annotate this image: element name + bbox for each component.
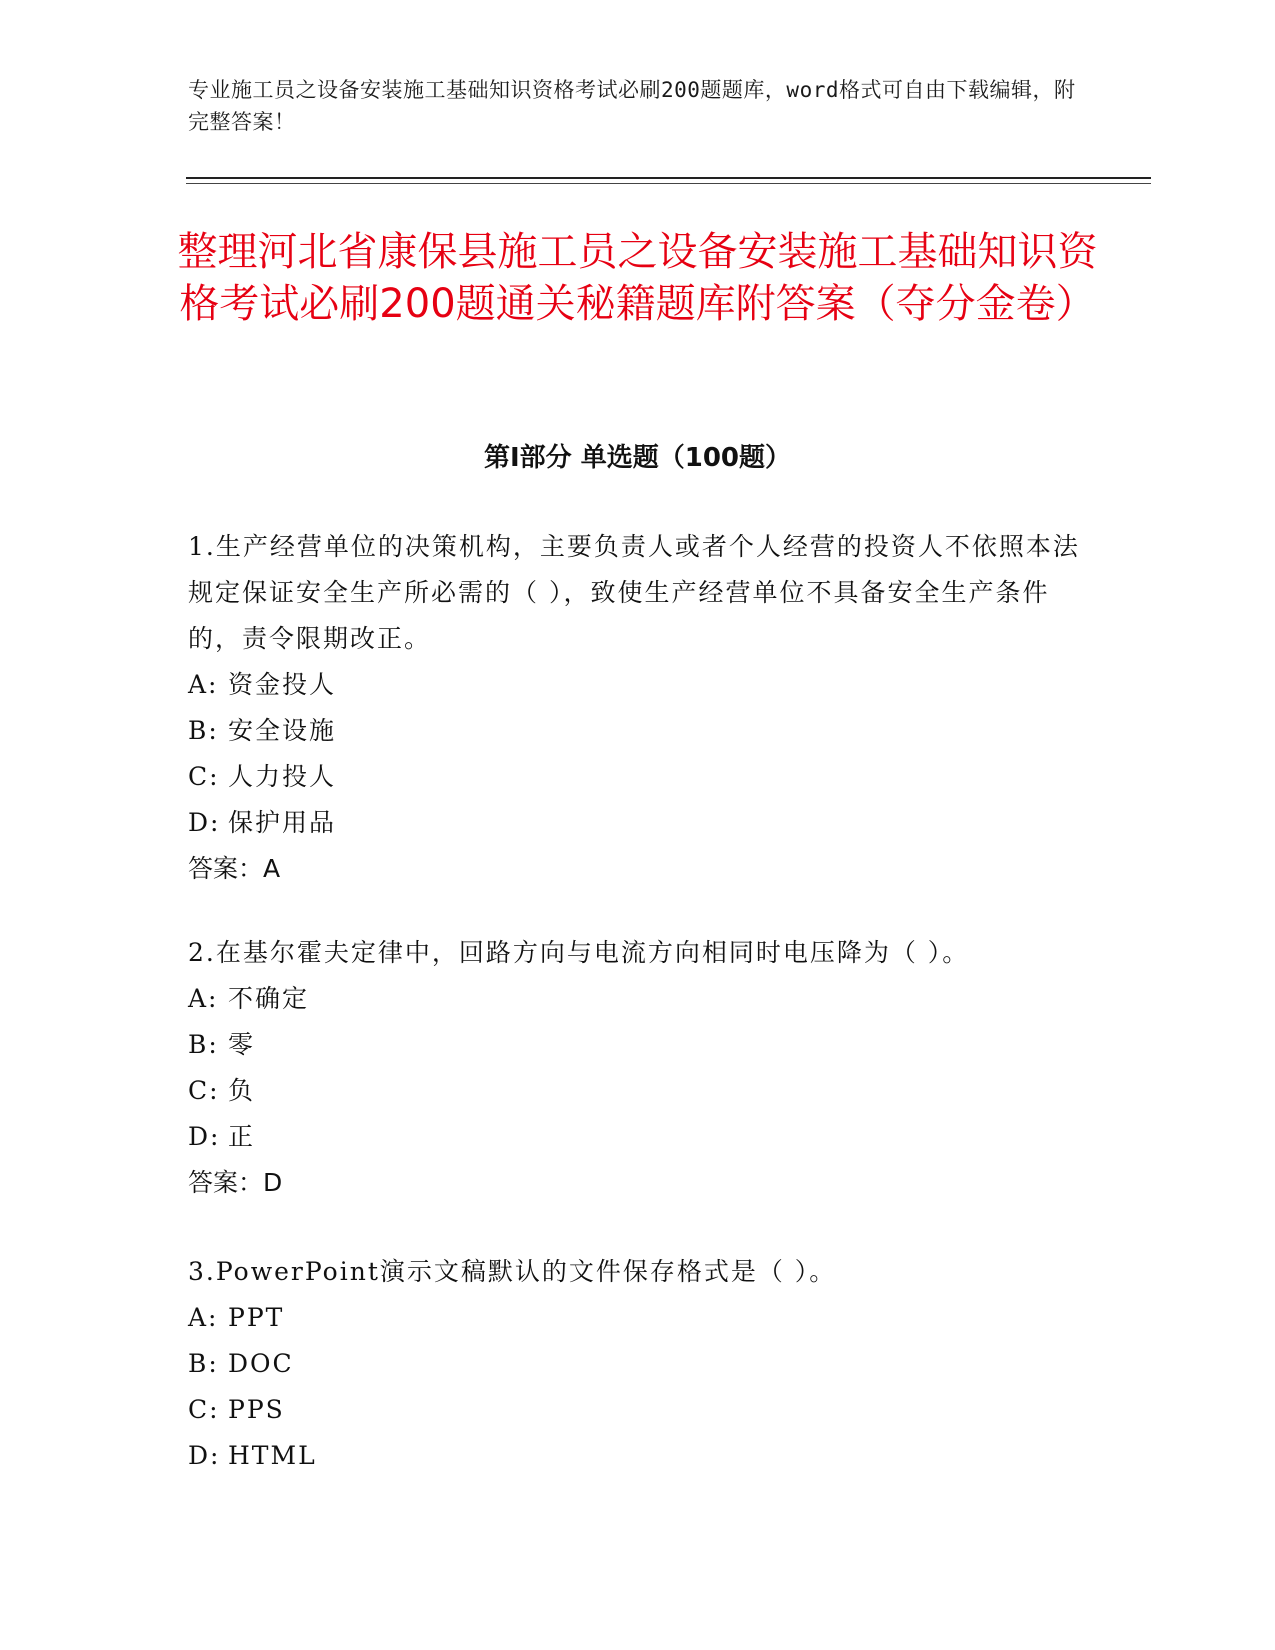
option-text: 不确定	[228, 984, 310, 1013]
option-text: 正	[228, 1122, 256, 1151]
header-note: 专业施工员之设备安装施工基础知识资格考试必刷200题题库，word格式可自由下载编辑，附完整答案！	[188, 78, 1076, 134]
option-text: DOC	[228, 1349, 294, 1378]
question-1	[188, 524, 1088, 892]
option-key: C:	[188, 1076, 220, 1105]
option-text: 负	[228, 1076, 256, 1105]
option-key: B:	[188, 1030, 219, 1059]
section-heading: 第Ⅰ部分 单选题（100题）	[484, 443, 791, 473]
header-divider-thin	[186, 183, 1151, 184]
option-key: B:	[188, 716, 219, 745]
option-b	[188, 1022, 1088, 1068]
option-key: C:	[188, 1395, 220, 1424]
option-a	[188, 1295, 1088, 1341]
option-b	[188, 708, 1088, 754]
option-d	[188, 1433, 1088, 1479]
option-d	[188, 800, 1088, 846]
option-c	[188, 754, 1088, 800]
answer-line: 答案：D	[188, 1168, 283, 1197]
option-d	[188, 1114, 1088, 1160]
option-a	[188, 662, 1088, 708]
question-3	[188, 1249, 1088, 1479]
option-key: A:	[188, 1303, 219, 1332]
option-a	[188, 976, 1088, 1022]
option-text: 安全设施	[228, 716, 337, 745]
option-text: HTML	[228, 1441, 317, 1470]
document-title: 整理河北省康保县施工员之设备安装施工基础知识资格考试必刷200题通关秘籍题库附答案（夺分金卷）	[177, 229, 1098, 327]
option-key: B:	[188, 1349, 219, 1378]
option-key: A:	[188, 670, 219, 699]
option-key: D:	[188, 1122, 221, 1151]
question-stem: 1.生产经营单位的决策机构，主要负责人或者个人经营的投资人不依照本法规定保证安全生产所必需的（ ），致使生产经营单位不具备安全生产条件的，责令限期改正。	[188, 532, 1080, 653]
option-b	[188, 1341, 1088, 1387]
option-text: PPS	[228, 1395, 285, 1424]
option-text: 人力投人	[228, 762, 337, 791]
option-text: PPT	[228, 1303, 285, 1332]
header-divider-thick	[186, 177, 1151, 179]
option-key: D:	[188, 808, 221, 837]
option-key: D:	[188, 1441, 221, 1470]
option-key: A:	[188, 984, 219, 1013]
option-text: 零	[228, 1030, 256, 1059]
option-c	[188, 1387, 1088, 1433]
question-stem: 2.在基尔霍夫定律中，回路方向与电流方向相同时电压降为（ ）。	[188, 938, 970, 967]
question-stem: 3.PowerPoint演示文稿默认的文件保存格式是（ ）。	[188, 1257, 837, 1286]
answer-line: 答案：A	[188, 854, 281, 883]
option-c	[188, 1068, 1088, 1114]
option-text: 保护用品	[228, 808, 337, 837]
option-key: C:	[188, 762, 220, 791]
question-2	[188, 930, 1088, 1206]
option-text: 资金投人	[228, 670, 337, 699]
